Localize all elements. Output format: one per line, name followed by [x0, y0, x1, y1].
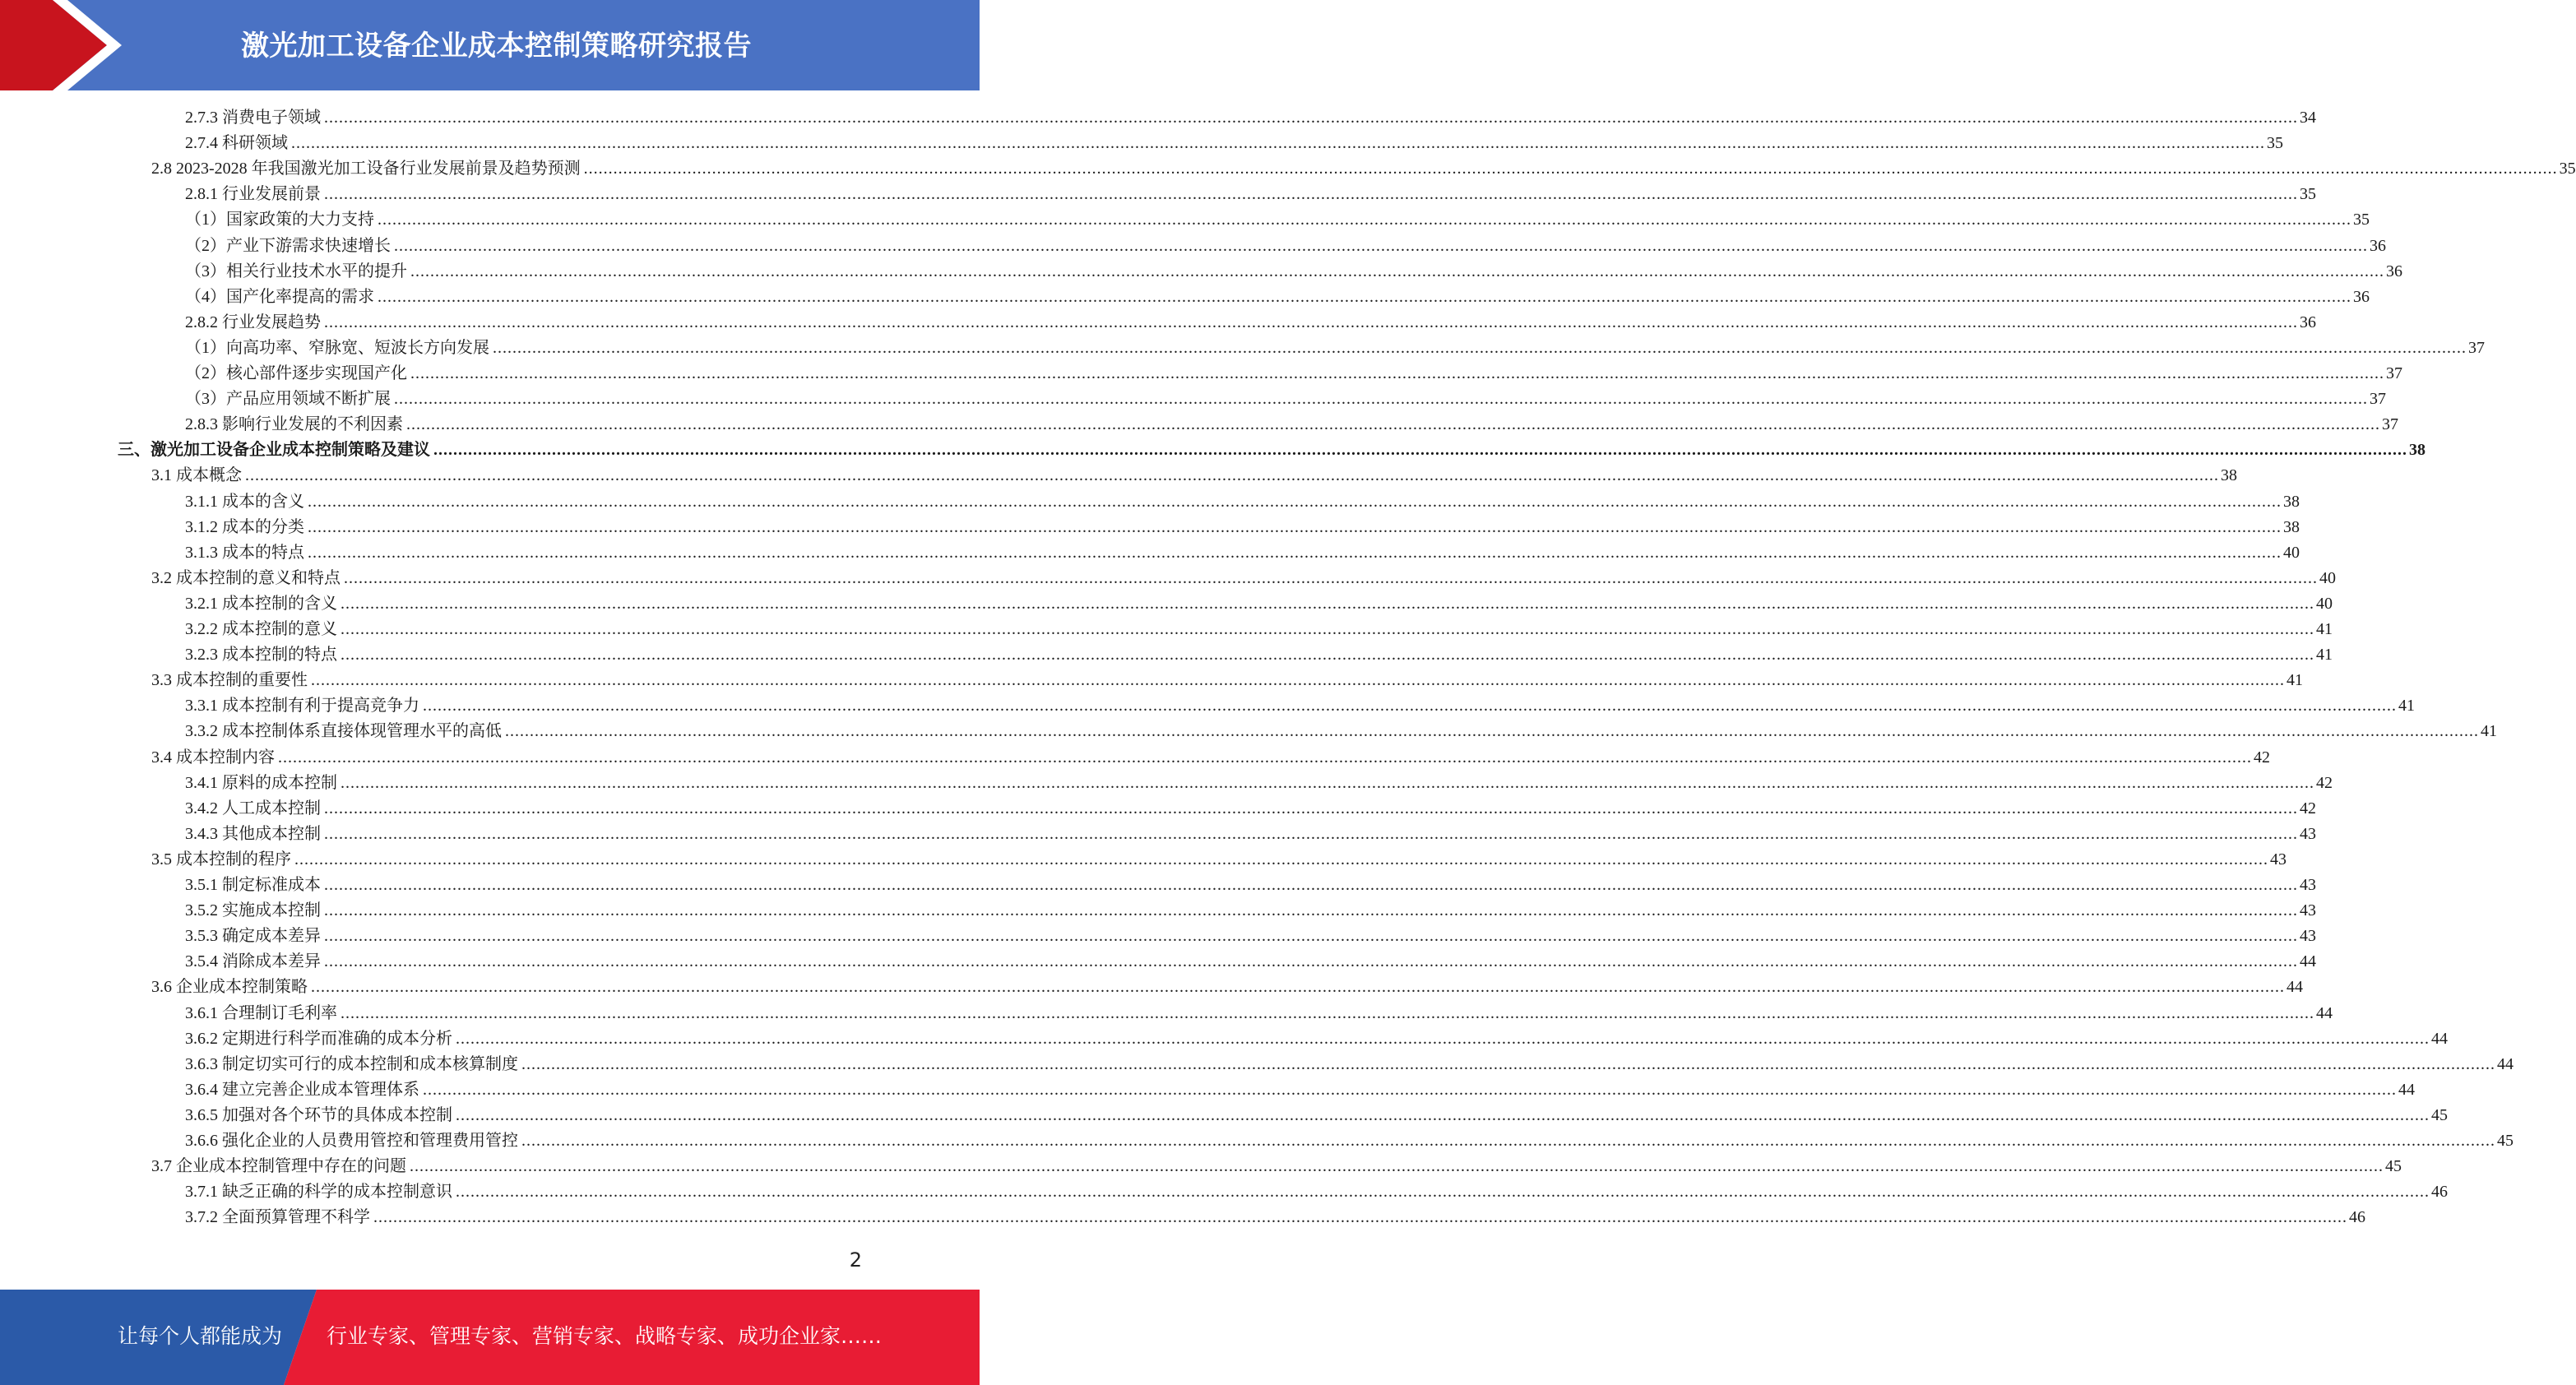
toc-entry-title: （1）国家政策的大力支持	[185, 211, 374, 229]
toc-leader-dots: ................................................................................................................................................................................................................................................................................................................................................................................................................	[341, 646, 2314, 665]
toc-entry-title: 3.1.1 成本的含义	[185, 492, 304, 511]
toc-entry[interactable]	[185, 771, 2333, 796]
toc-entry-title: 3.6.6 强化企业的人员费用管控和管理费用管控	[185, 1132, 518, 1150]
toc-entry[interactable]	[185, 234, 2386, 259]
toc-leader-dots: ................................................................................................................................................................................................................................................................................................................................................................................................................	[311, 671, 2285, 690]
toc-entry-page: 41	[2398, 697, 2415, 716]
toc-entry-title: 3.2.1 成本控制的含义	[185, 594, 337, 613]
toc-entry[interactable]	[185, 540, 2300, 566]
report-title: 激光加工设备企业成本控制策略研究报告	[241, 30, 752, 63]
toc-entry-title: 3.1.2 成本的分类	[185, 517, 304, 536]
toc-entry[interactable]	[185, 361, 2402, 387]
toc-leader-dots: ................................................................................................................................................................................................................................................................................................................................................................................................................	[324, 927, 2298, 946]
toc-entry[interactable]	[151, 847, 2286, 873]
toc-entry-page: 38	[2283, 492, 2300, 511]
toc-entry-page: 37	[2386, 364, 2402, 382]
toc-leader-dots: ................................................................................................................................................................................................................................................................................................................................................................................................................	[341, 1003, 2314, 1022]
toc-entry[interactable]	[185, 259, 2402, 285]
toc-leader-dots: ................................................................................................................................................................................................................................................................................................................................................................................................................	[324, 824, 2298, 843]
toc-entry[interactable]	[185, 1077, 2415, 1103]
toc-leader-dots: ................................................................................................................................................................................................................................................................................................................................................................................................................	[311, 978, 2285, 997]
toc-leader-dots: ................................................................................................................................................................................................................................................................................................................................................................................................................	[324, 109, 2298, 127]
toc-entry[interactable]	[185, 1052, 2513, 1077]
toc-entry-title: （3）产品应用领域不断扩展	[185, 390, 391, 409]
toc-entry-title: 2.8.1 行业发展前景	[185, 185, 321, 204]
toc-entry-page: 45	[2497, 1132, 2513, 1150]
toc-entry[interactable]	[185, 1128, 2513, 1154]
toc-leader-dots: ................................................................................................................................................................................................................................................................................................................................................................................................................	[294, 850, 2268, 869]
toc-leader-dots: ................................................................................................................................................................................................................................................................................................................................................................................................................	[341, 620, 2314, 638]
toc-entry[interactable]	[151, 566, 2336, 591]
toc-leader-dots: ................................................................................................................................................................................................................................................................................................................................................................................................................	[324, 901, 2298, 920]
toc-entry-page: 42	[2254, 748, 2270, 767]
toc-entry-page: 45	[2431, 1105, 2448, 1124]
toc-entry[interactable]	[185, 207, 2370, 233]
toc-leader-dots: ................................................................................................................................................................................................................................................................................................................................................................................................................	[394, 236, 2368, 255]
toc-entry-page: 41	[2316, 620, 2333, 638]
toc-entry[interactable]	[185, 617, 2333, 642]
toc-entry-title: （4）国产化率提高的需求	[185, 287, 374, 306]
toc-entry-page: 44	[2286, 978, 2303, 997]
toc-entry[interactable]	[151, 975, 2303, 1000]
toc-entry-title: 3.4.3 其他成本控制	[185, 824, 321, 843]
page-number: 2	[849, 1248, 862, 1272]
toc-leader-dots: ................................................................................................................................................................................................................................................................................................................................................................................................................	[406, 415, 2380, 434]
toc-entry-title: 3.5.4 消除成本差异	[185, 952, 321, 971]
toc-entry-title: 3.3.2 成本控制体系直接体现管理水平的高低	[185, 722, 502, 741]
toc-leader-dots: ................................................................................................................................................................................................................................................................................................................................................................................................................	[341, 594, 2314, 613]
toc-entry-title: 三、激光加工设备企业成本控制策略及建议	[118, 441, 430, 460]
toc-entry-title: 3.7 企业成本控制管理中存在的问题	[151, 1157, 406, 1176]
toc-entry[interactable]	[185, 873, 2316, 898]
toc-entry-page: 42	[2316, 773, 2333, 792]
header-banner	[0, 0, 980, 90]
toc-entry-title: 3.4.2 人工成本控制	[185, 799, 321, 818]
toc-entry-title: 2.7.4 科研领域	[185, 134, 288, 153]
toc-entry-page: 42	[2300, 799, 2316, 818]
toc-entry-title: 2.8 2023-2028 年我国激光加工设备行业发展前景及趋势预测	[151, 160, 581, 178]
toc-leader-dots: ................................................................................................................................................................................................................................................................................................................................................................................................................	[324, 185, 2298, 204]
toc-leader-dots: ................................................................................................................................................................................................................................................................................................................................................................................................................	[278, 748, 2252, 767]
toc-entry[interactable]	[185, 131, 2283, 156]
toc-entry-page: 40	[2319, 568, 2336, 587]
toc-entry[interactable]	[185, 412, 2398, 438]
toc-entry-page: 41	[2316, 646, 2333, 665]
toc-entry[interactable]	[151, 668, 2303, 693]
toc-entry[interactable]	[185, 591, 2333, 617]
toc-leader-dots: ................................................................................................................................................................................................................................................................................................................................................................................................................	[521, 1054, 2495, 1073]
toc-entry-title: 3.6.5 加强对各个环节的具体成本控制	[185, 1105, 452, 1124]
toc-entry-title: 3.7.1 缺乏正确的科学的成本控制意识	[185, 1183, 452, 1202]
toc-leader-dots: ................................................................................................................................................................................................................................................................................................................................................................................................................	[456, 1105, 2430, 1124]
toc-entry-title: 3.4 成本控制内容	[151, 748, 275, 767]
footer-slogan-left: 让每个人都能成为	[118, 1324, 283, 1348]
toc-leader-dots: ................................................................................................................................................................................................................................................................................................................................................................................................................	[324, 876, 2298, 894]
toc-leader-dots: ................................................................................................................................................................................................................................................................................................................................................................................................................	[521, 1132, 2495, 1150]
toc-entry[interactable]	[151, 1154, 2402, 1179]
toc-entry-page: 38	[2283, 517, 2300, 536]
toc-entry-page: 44	[2431, 1029, 2448, 1048]
toc-entry[interactable]	[185, 1103, 2448, 1128]
toc-entry[interactable]	[185, 515, 2300, 540]
toc-entry[interactable]	[185, 285, 2370, 310]
toc-entry-page: 37	[2468, 338, 2485, 357]
toc-entry[interactable]	[185, 310, 2316, 336]
toc-entry-title: 3.5.1 制定标准成本	[185, 876, 321, 894]
toc-entry[interactable]	[151, 745, 2270, 771]
toc-entry-page: 34	[2300, 109, 2316, 127]
toc-entry[interactable]	[185, 1026, 2448, 1052]
toc-leader-dots: ................................................................................................................................................................................................................................................................................................................................................................................................................	[308, 543, 2282, 562]
toc-entry-page: 36	[2353, 287, 2370, 306]
footer-banner	[0, 1290, 980, 1385]
toc-entry[interactable]	[185, 1179, 2448, 1205]
toc-leader-dots: ................................................................................................................................................................................................................................................................................................................................................................................................................	[378, 211, 2351, 229]
toc-leader-dots: ................................................................................................................................................................................................................................................................................................................................................................................................................	[308, 492, 2282, 511]
toc-entry-title: 3.2.3 成本控制的特点	[185, 646, 337, 665]
toc-entry-page: 44	[2497, 1054, 2513, 1073]
toc-entry-title: 3.1 成本概念	[151, 466, 242, 485]
toc-entry[interactable]	[185, 1001, 2333, 1026]
toc-leader-dots: ................................................................................................................................................................................................................................................................................................................................................................................................................	[410, 1157, 2384, 1176]
toc-leader-dots: ................................................................................................................................................................................................................................................................................................................................................................................................................	[410, 364, 2384, 382]
toc-leader-dots: ................................................................................................................................................................................................................................................................................................................................................................................................................	[456, 1029, 2430, 1048]
toc-entry-page: 38	[2221, 466, 2237, 485]
toc-entry-title: 3.1.3 成本的特点	[185, 543, 304, 562]
toc-entry[interactable]	[118, 438, 2425, 463]
toc-entry-title: 3.6.1 合理制订毛利率	[185, 1003, 337, 1022]
toc-entry[interactable]	[185, 719, 2497, 744]
toc-entry-page: 40	[2316, 594, 2333, 613]
toc-entry-title: （2）核心部件逐步实现国产化	[185, 364, 407, 382]
toc-entry[interactable]	[185, 898, 2316, 924]
toc-entry-page: 37	[2370, 390, 2386, 409]
toc-entry-page: 46	[2349, 1208, 2365, 1227]
toc-entry-title: 3.2 成本控制的意义和特点	[151, 568, 341, 587]
toc-leader-dots: ................................................................................................................................................................................................................................................................................................................................................................................................................	[324, 313, 2298, 331]
toc-entry[interactable]	[185, 693, 2415, 719]
toc-leader-dots: ................................................................................................................................................................................................................................................................................................................................................................................................................	[378, 287, 2351, 306]
toc-entry[interactable]	[185, 336, 2485, 361]
toc-entry[interactable]	[185, 822, 2316, 847]
toc-entry-title: （1）向高功率、窄脉宽、短波长方向发展	[185, 338, 489, 357]
toc-entry-page: 43	[2300, 824, 2316, 843]
toc-leader-dots: ................................................................................................................................................................................................................................................................................................................................................................................................................	[410, 262, 2384, 280]
toc-leader-dots: ................................................................................................................................................................................................................................................................................................................................................................................................................	[423, 1080, 2397, 1099]
toc-leader-dots: ................................................................................................................................................................................................................................................................................................................................................................................................................	[341, 773, 2314, 792]
toc-entry-title: 3.6.3 制定切实可行的成本控制和成本核算制度	[185, 1054, 518, 1073]
toc-leader-dots: ................................................................................................................................................................................................................................................................................................................................................................................................................	[493, 338, 2467, 357]
toc-entry[interactable]	[185, 182, 2316, 207]
toc-entry-title: 3.6 企业成本控制策略	[151, 978, 308, 997]
toc-entry-page: 44	[2316, 1003, 2333, 1022]
toc-leader-dots: ................................................................................................................................................................................................................................................................................................................................................................................................................	[344, 568, 2318, 587]
toc-leader-dots: ................................................................................................................................................................................................................................................................................................................................................................................................................	[245, 466, 2219, 485]
toc-entry[interactable]	[185, 949, 2316, 975]
toc-entry-title: （2）产业下游需求快速增长	[185, 236, 391, 255]
toc-entry[interactable]	[185, 105, 2316, 131]
toc-entry-page: 45	[2385, 1157, 2402, 1176]
toc-leader-dots: ................................................................................................................................................................................................................................................................................................................................................................................................................	[394, 390, 2368, 409]
toc-entry-page: 43	[2300, 876, 2316, 894]
toc-entry-page: 36	[2386, 262, 2402, 280]
toc-entry[interactable]	[185, 489, 2300, 515]
toc-entry-page: 44	[2300, 952, 2316, 971]
toc-leader-dots: ................................................................................................................................................................................................................................................................................................................................................................................................................	[324, 952, 2298, 971]
toc-leader-dots: ................................................................................................................................................................................................................................................................................................................................................................................................................	[291, 134, 2265, 153]
toc-entry-page: 36	[2300, 313, 2316, 331]
toc-leader-dots: ................................................................................................................................................................................................................................................................................................................................................................................................................	[423, 697, 2397, 716]
toc-entry-title: 3.4.1 原料的成本控制	[185, 773, 337, 792]
toc-entry-page: 38	[2409, 441, 2425, 460]
toc-entry[interactable]	[185, 642, 2333, 668]
toc-leader-dots: ................................................................................................................................................................................................................................................................................................................................................................................................................	[373, 1208, 2347, 1227]
toc-entry-title: 3.7.2 全面预算管理不科学	[185, 1208, 370, 1227]
toc-entry-page: 44	[2398, 1080, 2415, 1099]
toc-entry-page: 43	[2300, 901, 2316, 920]
toc-entry-page: 35	[2267, 134, 2283, 153]
toc-entry-page: 36	[2370, 236, 2386, 255]
toc-entry[interactable]	[185, 924, 2316, 949]
toc-entry-title: （3）相关行业技术水平的提升	[185, 262, 407, 280]
toc-entry-page: 40	[2283, 543, 2300, 562]
toc-entry-title: 2.8.2 行业发展趋势	[185, 313, 321, 331]
toc-entry-page: 46	[2431, 1183, 2448, 1202]
footer-slogan-right: 行业专家、管理专家、营销专家、战略专家、成功企业家……	[327, 1324, 883, 1348]
toc-leader-dots: ................................................................................................................................................................................................................................................................................................................................................................................................................	[324, 799, 2298, 818]
toc-entry[interactable]	[151, 463, 2237, 489]
toc-entry-title: 3.3.1 成本控制有利于提高竞争力	[185, 697, 419, 716]
toc-entry[interactable]	[185, 796, 2316, 822]
toc-leader-dots: ................................................................................................................................................................................................................................................................................................................................................................................................................	[505, 722, 2479, 741]
toc-entry-title: 3.3 成本控制的重要性	[151, 671, 308, 690]
toc-entry-page: 35	[2300, 185, 2316, 204]
toc-entry-title: 3.2.2 成本控制的意义	[185, 620, 337, 638]
toc-entry-page: 41	[2481, 722, 2497, 741]
toc-leader-dots: ................................................................................................................................................................................................................................................................................................................................................................................................................	[456, 1183, 2430, 1202]
toc-entry-title: 2.7.3 消费电子领域	[185, 109, 321, 127]
toc-leader-dots: ................................................................................................................................................................................................................................................................................................................................................................................................................	[583, 160, 2558, 178]
toc-entry-page: 43	[2300, 927, 2316, 946]
toc-leader-dots: ................................................................................................................................................................................................................................................................................................................................................................................................................	[308, 517, 2282, 536]
toc-entry-page: 35	[2559, 160, 2576, 178]
toc-entry-title: 3.5.3 确定成本差异	[185, 927, 321, 946]
toc-entry-page: 41	[2286, 671, 2303, 690]
toc-entry[interactable]	[185, 387, 2386, 412]
toc-entry-title: 3.6.4 建立完善企业成本管理体系	[185, 1080, 419, 1099]
toc-entry-title: 3.5.2 实施成本控制	[185, 901, 321, 920]
toc-entry-title: 3.6.2 定期进行科学而准确的成本分析	[185, 1029, 452, 1048]
toc-leader-dots: ................................................................................................................................................................................................................................................................................................................................................................................................................	[433, 441, 2407, 460]
toc-entry[interactable]	[185, 1205, 2365, 1230]
toc-entry-title: 3.5 成本控制的程序	[151, 850, 291, 869]
toc-entry-title: 2.8.3 影响行业发展的不利因素	[185, 415, 403, 434]
toc-entry-page: 35	[2353, 211, 2370, 229]
toc-entry[interactable]	[151, 156, 2576, 182]
toc-entry-page: 43	[2270, 850, 2286, 869]
toc-entry-page: 37	[2382, 415, 2398, 434]
